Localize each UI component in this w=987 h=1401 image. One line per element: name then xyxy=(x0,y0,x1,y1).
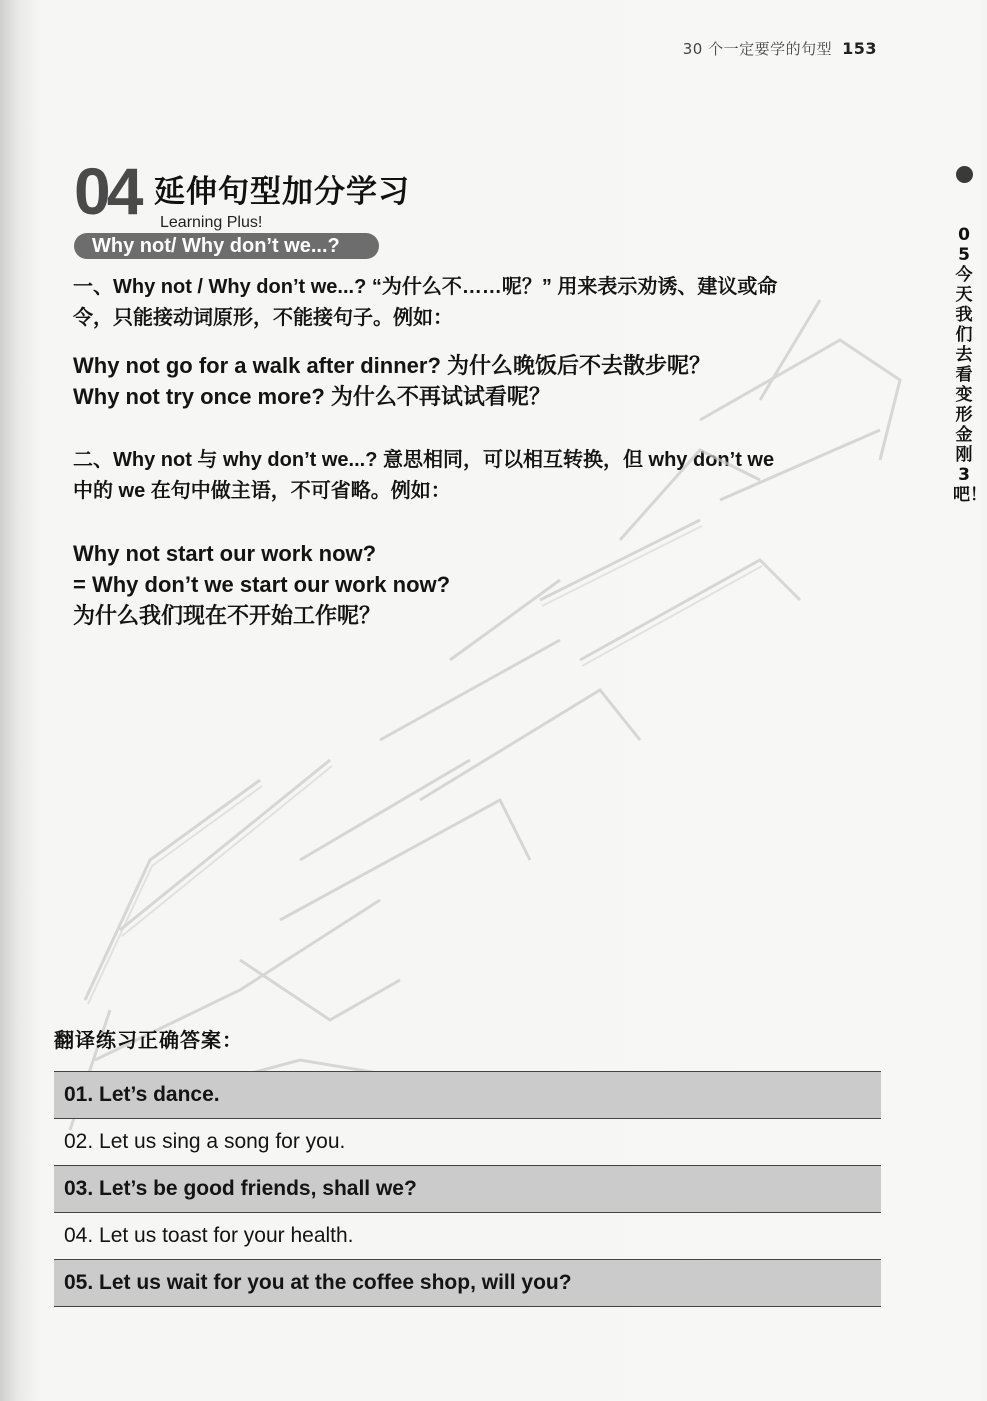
answer-row: 01. Let’s dance. xyxy=(54,1072,881,1119)
page-number: 153 xyxy=(842,39,877,58)
book-title: 30 个一定要学的句型 xyxy=(682,40,833,58)
paragraph-2 xyxy=(73,445,881,507)
section-title: 延伸句型加分学习 xyxy=(154,174,410,210)
answers-title: 翻译练习正确答案： xyxy=(54,1028,243,1052)
example-block-1 xyxy=(73,350,881,412)
example-block-2 xyxy=(73,538,881,631)
section-number: 04 xyxy=(74,154,140,228)
example-2-line-2: = Why don’t we start our work now? xyxy=(73,572,451,597)
example-2-line-3: 为什么我们现在不开始工作呢？ xyxy=(73,603,382,628)
example-2-line-1: Why not start our work now? xyxy=(73,541,377,566)
section-subtitle: Learning Plus! xyxy=(160,214,263,231)
running-header xyxy=(683,38,877,59)
chapter-side-tab: 05今天我们去看变形金刚3吧！ xyxy=(953,225,987,505)
paragraph-2-line-1: 二、Why not 与 why don’t we...? 意思相同，可以相互转换，但 why don’t we xyxy=(73,449,775,471)
paragraph-1 xyxy=(73,272,881,334)
answer-row: 04. Let us toast for your health. xyxy=(54,1213,881,1260)
paragraph-1-line-2: 令，只能接动词原形，不能接句子。例如： xyxy=(73,307,453,329)
answer-row: 05. Let us wait for you at the coffee shop, will you? xyxy=(54,1260,881,1307)
answer-row: 02. Let us sing a song for you. xyxy=(54,1119,881,1166)
example-1-line-1: Why not go for a walk after dinner? 为什么晚饭后不去散步呢？ xyxy=(73,353,712,378)
answers-table xyxy=(54,1071,881,1307)
example-1-line-2: Why not try once more? 为什么不再试试看呢？ xyxy=(73,384,551,409)
paragraph-2-line-2: 中的 we 在句中做主语，不可省略。例如： xyxy=(73,480,451,502)
pattern-badge: Why not/ Why don’t we...? xyxy=(74,233,379,259)
answer-row: 03. Let’s be good friends, shall we? xyxy=(54,1166,881,1213)
chapter-dot-icon xyxy=(956,166,973,183)
paragraph-1-line-1: 一、Why not / Why don’t we...? “为什么不……呢？” 用来表示劝诱、建议或命 xyxy=(73,276,778,298)
